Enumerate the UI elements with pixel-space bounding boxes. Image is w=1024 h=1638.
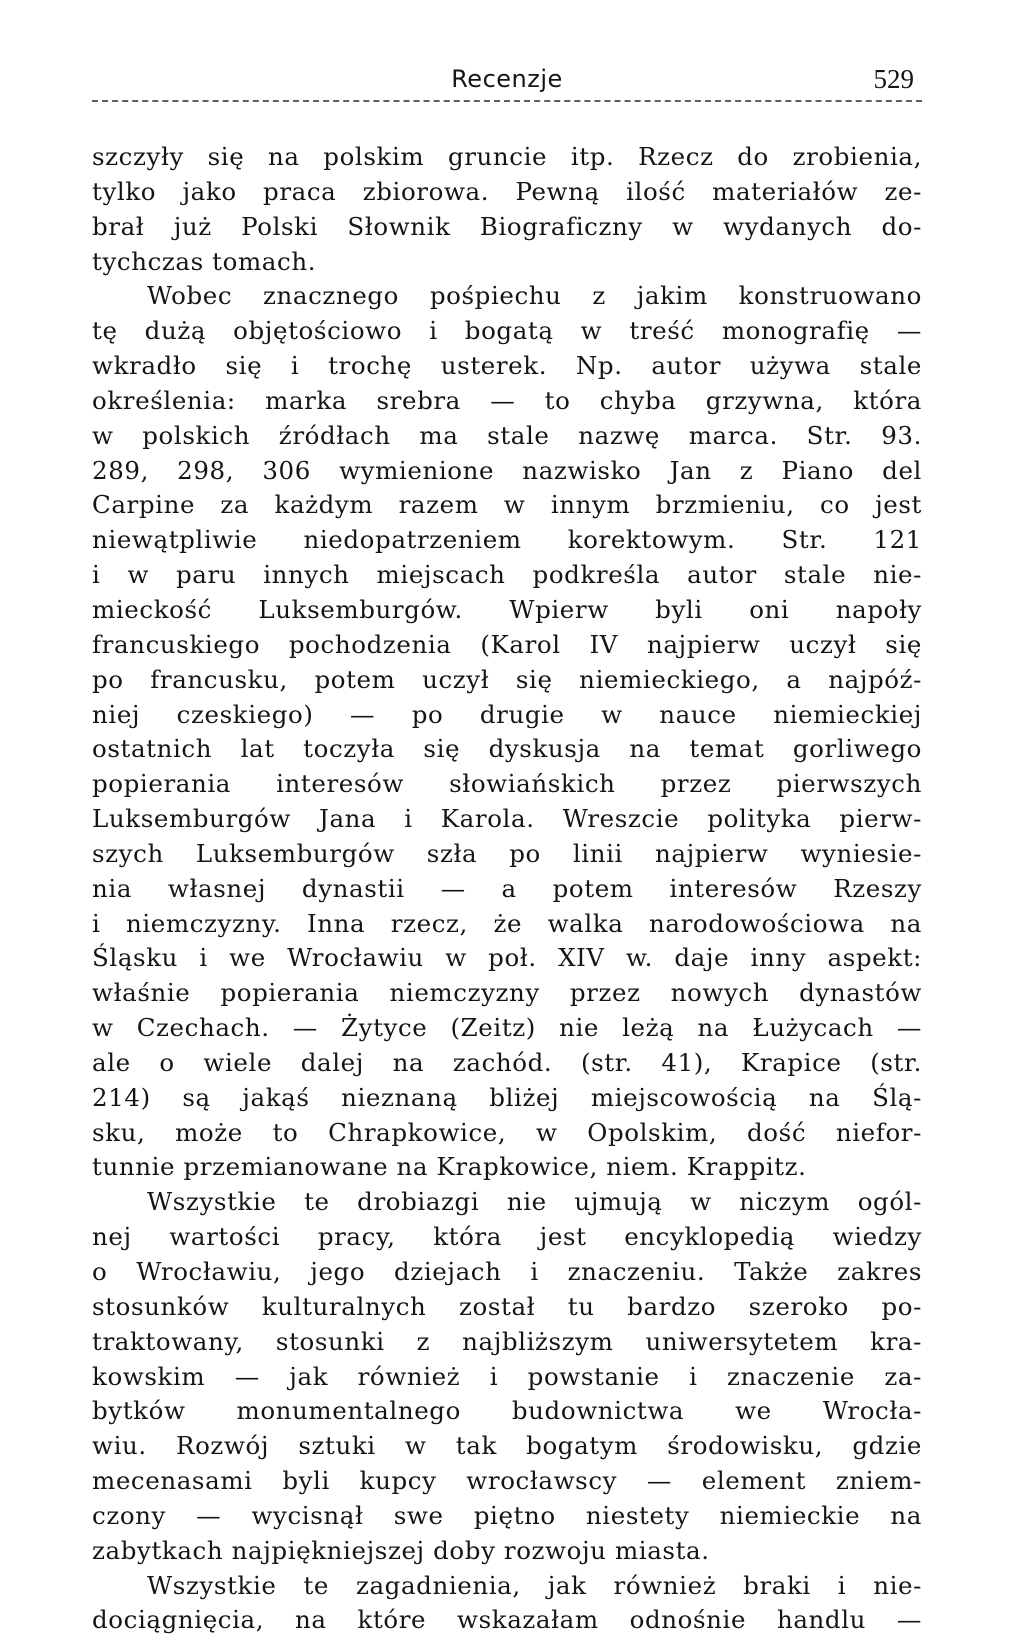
text-line: czony — wycisnął swe piętno niestety niemieckie na xyxy=(92,1500,922,1530)
text-line: Luksemburgów Jana i Karola. Wreszcie polityka pierw- xyxy=(92,804,922,834)
text-line: kowskim — jak również i powstanie i znaczenie za- xyxy=(92,1361,922,1391)
text-line: nej wartości pracy, która jest encyklopedią wiedzy xyxy=(92,1222,922,1252)
text-line: tylko jako praca zbiorowa. Pewną ilość materiałów ze- xyxy=(92,176,922,206)
text-line: 214) są jakąś nieznaną bliżej miejscowością na Ślą- xyxy=(92,1082,922,1112)
text-line: i niemczyzny. Inna rzecz, że walka narodowościowa na xyxy=(92,908,922,938)
text-line: Carpine za każdym razem w innym brzmieniu, co jest xyxy=(92,490,922,520)
section-title: Recenzje xyxy=(451,65,563,93)
running-header xyxy=(92,64,922,104)
text-line: właśnie popierania niemczyzny przez nowych dynastów xyxy=(92,978,922,1008)
text-line: wkradło się i trochę usterek. Np. autor używa stale xyxy=(92,351,922,381)
text-line: o Wrocławiu, jego dziejach i znaczeniu. Także zakres xyxy=(92,1257,922,1286)
text-line: ostatnich lat toczyła się dyskusja na temat gorliwego xyxy=(92,734,922,764)
text-line: mieckość Luksemburgów. Wpierw byli oni napoły xyxy=(92,594,922,624)
text-line: Wobec znacznego pośpiechu z jakim konstruowano xyxy=(147,281,922,311)
text-line: mecenasami byli kupcy wrocławscy — element zniem- xyxy=(92,1466,922,1496)
text-line: nia własnej dynastii — a potem interesów Rzeszy xyxy=(92,873,922,903)
text-line: tychczas tomach. xyxy=(92,246,317,276)
text-line: dociągnięcia, na które wskazałam odnośnie handlu — xyxy=(92,1605,922,1635)
text-line: w Czechach. — Żytyce (Zeitz) nie leżą na Łużycach — xyxy=(92,1013,922,1043)
body-text xyxy=(92,140,922,1638)
text-line: traktowany, stosunki z najbliższym uniwersytetem kra- xyxy=(92,1326,922,1356)
text-line: szych Luksemburgów szła po linii najpierw wyniesie- xyxy=(92,838,922,868)
text-line: tunnie przemianowane na Krapkowice, niem. Krappitz. xyxy=(92,1152,807,1182)
text-line: po francusku, potem uczył się niemieckiego, a najpóź- xyxy=(92,664,922,694)
text-line: bytków monumentalnego budownictwa we Wrocła- xyxy=(92,1396,922,1426)
text-line: niewątpliwie niedopatrzeniem korektowym. Str. 121 xyxy=(92,525,922,555)
text-line: Wszystkie te zagadnienia, jak również braki i nie- xyxy=(147,1570,922,1600)
text-line: brał już Polski Słownik Biograficzny w wydanych do- xyxy=(92,211,922,241)
header-rule xyxy=(92,100,922,102)
text-line: Wszystkie te drobiazgi nie ujmują w niczym ogól- xyxy=(147,1187,922,1217)
text-line: zabytkach najpiękniejszej doby rozwoju miasta. xyxy=(92,1535,710,1565)
text-line: szczyły się na polskim gruncie itp. Rzecz do zrobienia, xyxy=(92,142,922,171)
text-line: francuskiego pochodzenia (Karol IV najpierw uczył się xyxy=(92,629,922,659)
text-line: sku, może to Chrapkowice, w Opolskim, dość niefor- xyxy=(92,1117,922,1147)
text-line: stosunków kulturalnych został tu bardzo szeroko po- xyxy=(92,1291,922,1321)
text-line: i w paru innych miejscach podkreśla autor stale nie- xyxy=(92,560,922,590)
text-line: niej czeskiego) — po drugie w nauce niemieckiej xyxy=(92,699,922,729)
text-line: określenia: marka srebra — to chyba grzywna, która xyxy=(92,385,922,415)
text-line: popierania interesów słowiańskich przez pierwszych xyxy=(92,769,922,799)
text-line: ale o wiele dalej na zachód. (str. 41), Krapice (str. xyxy=(92,1047,922,1077)
text-line: wiu. Rozwój sztuki w tak bogatym środowisku, gdzie xyxy=(92,1431,922,1461)
text-line: w polskich źródłach ma stale nazwę marca. Str. 93. xyxy=(92,420,922,450)
page-number: 529 xyxy=(873,64,914,94)
text-line: 289, 298, 306 wymienione nazwisko Jan z Piano del xyxy=(92,455,922,485)
text-line: tę dużą objętościowo i bogatą w treść monografię — xyxy=(92,316,922,346)
text-line: Śląsku i we Wrocławiu w poł. XIV w. daje inny aspekt: xyxy=(92,943,922,973)
